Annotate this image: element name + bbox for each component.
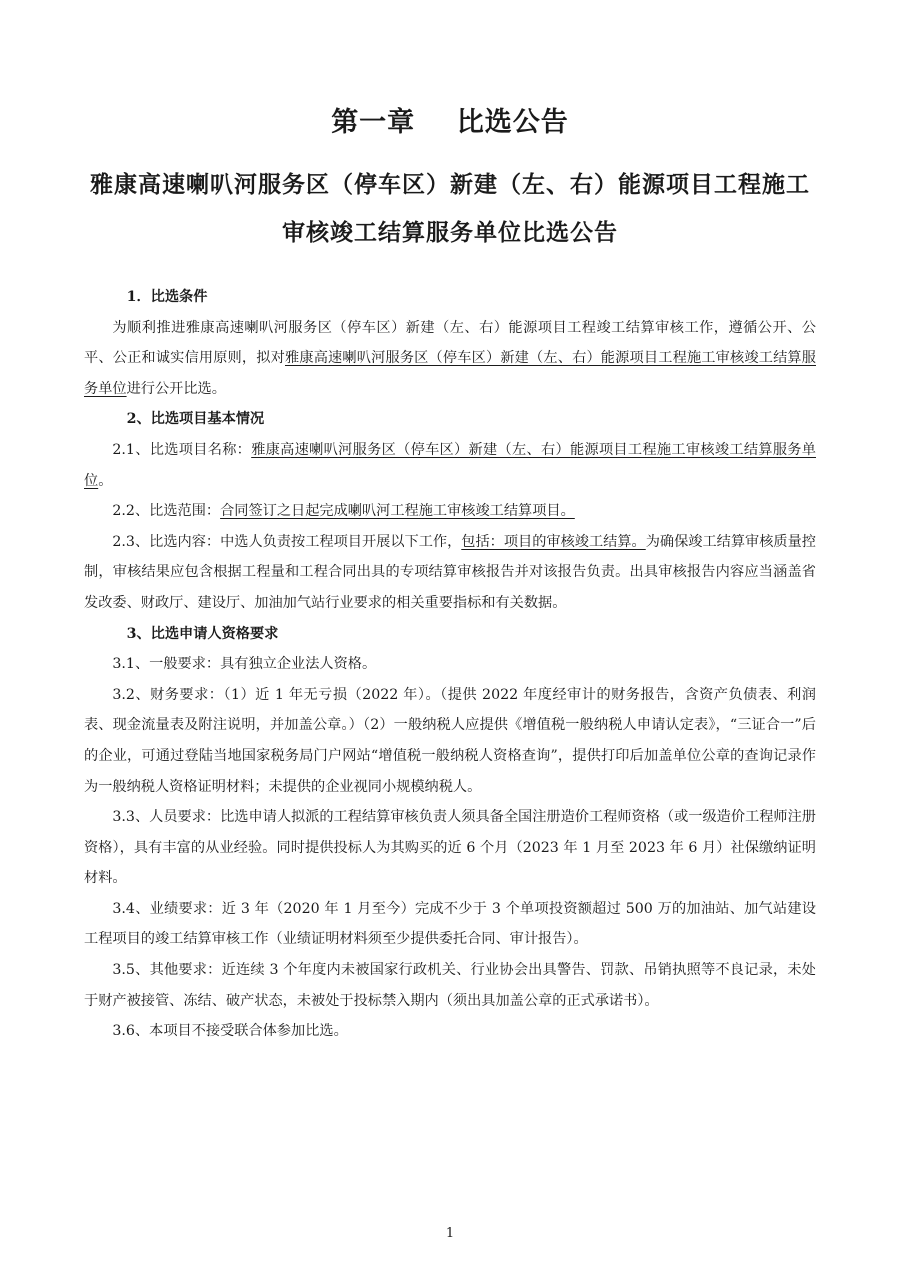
paragraph-text: 。 (98, 472, 113, 489)
paragraph-3-4: 3.4、业绩要求：近 3 年（2020 年 1 月至今）完成不少于 3 个单项投资额超过 500 万的加油站、加气站建设工程项目的竣工结算审核工作（业绩证明材料须至少提供委托合同、审计报告）。 (84, 900, 816, 948)
paragraph-3-5: 3.5、其他要求：近连续 3 个年度内未被国家行政机关、行业协会出具警告、罚款、吊销执照等不良记录，未处于财产被接管、冻结、破产状态，未被处于投标禁入期内（须出具加盖公章的正式承诺书）。 (84, 962, 816, 1009)
page-number: 1 (445, 1226, 455, 1241)
chapter-title: 第一章 比选公告 (331, 107, 569, 138)
document-body (84, 282, 816, 1047)
paragraph-text: 为顺利推进雅康高速喇叭河服务区（停车区）新建（左、右）能源项目工程竣工结算审核工作，遵循公开、公平、公正和诚实信用原则，拟对 (84, 319, 816, 367)
paragraph-2-3 (84, 527, 816, 619)
underlined-project-name: 雅康高速喇叭河服务区（停车区）新建（左、右）能源项目工程施工审核竣工结算服务单位 (84, 441, 816, 489)
document-title-line2: 审核竣工结算服务单位比选公告 (282, 219, 618, 246)
paragraph-2-2 (84, 496, 816, 527)
paragraph-3-1: 3.1、一般要求：具有独立企业法人资格。 (112, 656, 377, 673)
paragraph-3-2: 3.2、财务要求：（1）近 1 年无亏损（2022 年）。（提供 2022 年度经审计的财务报告，含资产负债表、利润表、现金流量表及附注说明，并加盖公章。）（2）一般纳税人应提供《增值税一般纳税人申请认定表》，“三证合一”后的企业，可通过登陆当地国家税务局门户网站“增值税一般纳税人资格查询”，提供打印后加盖单位公章的查询记录作为一般纳税人资格证明材料；未提供的企业视同小规模纳税人。 (84, 686, 816, 795)
paragraph-1 (84, 313, 816, 405)
underlined-scope: 合同签订之日起完成喇叭河工程施工审核竣工结算项目。 (220, 503, 575, 520)
section-heading-3: 3、比选申请人资格要求 (126, 625, 279, 642)
section-heading-2: 2、比选项目基本情况 (126, 411, 265, 428)
paragraph-text: 进行公开比选。 (126, 380, 226, 397)
paragraph-text: 为确保竣工结算审核质量控制，审核结果应包含根据工程量和工程合同出具的专项结算审核报告并对该报告负责。出具审核报告内容应当涵盖省发改委、财政厅、建设厅、加油加气站行业要求的相关重要指标和有关数据。 (84, 533, 816, 611)
paragraph-3-6: 3.6、本项目不接受联合体参加比选。 (112, 1023, 348, 1040)
paragraph-text: 2.1、比选项目名称： (112, 441, 252, 458)
paragraph-2-1 (84, 435, 816, 496)
underlined-content: 包括：项目的审核竣工结算。 (461, 533, 646, 550)
underlined-project-name: 雅康高速喇叭河服务区（停车区）新建（左、右）能源项目工程施工审核竣工结算服务单位 (84, 350, 816, 397)
paragraph-3-3: 3.3、人员要求：比选申请人拟派的工程结算审核负责人须具备全国注册造价工程师资格（或一级造价工程师注册资格），具有丰富的从业经验。同时提供投标人为其购买的近 6 个月（2023 年 1 月至 2023 年 6 月）社保缴纳证明材料。 (84, 809, 816, 887)
paragraph-text: 2.2、比选范围： (112, 503, 221, 520)
document-title-line1: 雅康高速喇叭河服务区（停车区）新建（左、右）能源项目工程施工 (90, 171, 810, 198)
paragraph-text: 2.3、比选内容：中选人负责按工程项目开展以下工作， (112, 533, 462, 550)
section-heading-1: 1．比选条件 (126, 289, 208, 305)
